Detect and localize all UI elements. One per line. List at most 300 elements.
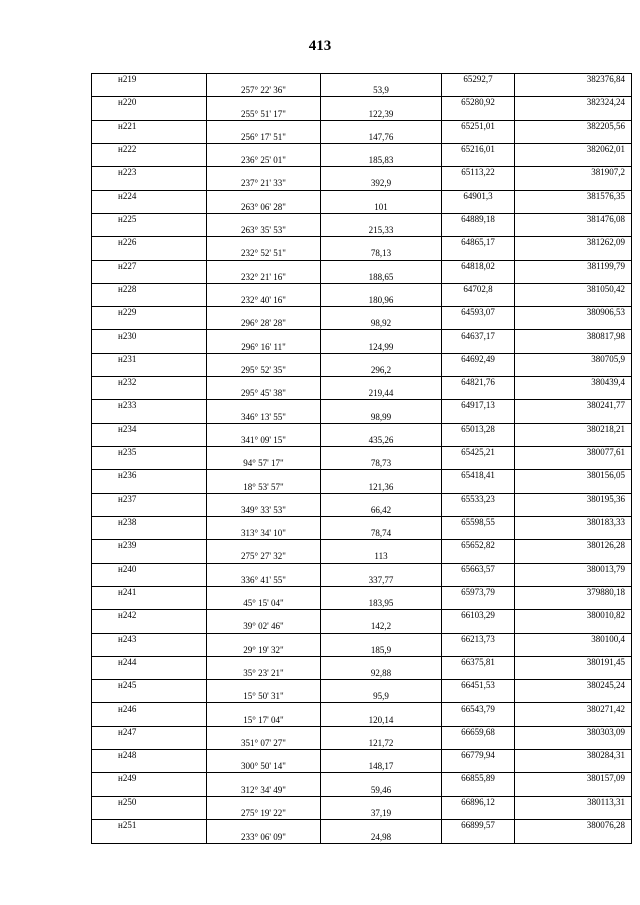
empty-cell <box>515 668 632 680</box>
table-row <box>92 680 632 692</box>
point-name: н237 <box>92 493 207 505</box>
empty-cell <box>515 528 632 540</box>
point-name: н230 <box>92 330 207 342</box>
coord-y: 380076,28 <box>515 820 632 832</box>
direction-angle: 351° 07' 27" <box>207 738 321 750</box>
empty-cell <box>442 108 515 120</box>
point-name: н225 <box>92 213 207 225</box>
table-row <box>92 820 632 832</box>
empty-cell <box>515 318 632 330</box>
direction-angle: 296° 16' 11" <box>207 342 321 354</box>
empty-cell <box>207 516 321 528</box>
empty-cell <box>207 726 321 738</box>
empty-cell <box>515 621 632 633</box>
table-row <box>92 808 632 820</box>
point-name: н238 <box>92 516 207 528</box>
coord-x: 64865,17 <box>442 237 515 249</box>
segment-length: 392,9 <box>321 178 442 190</box>
segment-length: 37,19 <box>321 808 442 820</box>
empty-cell <box>442 738 515 750</box>
point-name: н224 <box>92 190 207 202</box>
empty-cell <box>207 796 321 808</box>
empty-cell <box>515 155 632 167</box>
coord-y: 380077,61 <box>515 447 632 459</box>
coord-y: 381576,35 <box>515 190 632 202</box>
empty-cell <box>92 668 207 680</box>
coord-y: 380010,82 <box>515 610 632 622</box>
table-row <box>92 423 632 435</box>
direction-angle: 94° 57' 17" <box>207 458 321 470</box>
table-row <box>92 260 632 272</box>
table-row <box>92 342 632 354</box>
empty-cell <box>321 470 442 482</box>
empty-cell <box>207 167 321 179</box>
segment-length: 66,42 <box>321 505 442 517</box>
direction-angle: 232° 52' 51" <box>207 248 321 260</box>
empty-cell <box>321 563 442 575</box>
point-name: н236 <box>92 470 207 482</box>
table-row <box>92 586 632 598</box>
coord-x: 64702,8 <box>442 283 515 295</box>
coord-x: 64821,76 <box>442 377 515 389</box>
empty-cell <box>515 132 632 144</box>
direction-angle: 15° 50' 31" <box>207 691 321 703</box>
coord-x: 64901,3 <box>442 190 515 202</box>
coord-y: 380126,28 <box>515 540 632 552</box>
coord-x: 66896,12 <box>442 796 515 808</box>
table-row <box>92 388 632 400</box>
empty-cell <box>92 598 207 610</box>
direction-angle: 29° 19' 32" <box>207 645 321 657</box>
table-row <box>92 330 632 342</box>
table-row <box>92 481 632 493</box>
coord-y: 380013,79 <box>515 563 632 575</box>
coord-y: 380303,09 <box>515 726 632 738</box>
empty-cell <box>321 726 442 738</box>
coord-y: 381262,09 <box>515 237 632 249</box>
coord-x: 65292,7 <box>442 74 515 86</box>
coord-x: 65418,41 <box>442 470 515 482</box>
empty-cell <box>321 540 442 552</box>
table-row <box>92 132 632 144</box>
empty-cell <box>515 715 632 727</box>
table-row <box>92 167 632 179</box>
empty-cell <box>207 423 321 435</box>
table-row <box>92 365 632 377</box>
empty-cell <box>321 74 442 86</box>
empty-cell <box>515 85 632 97</box>
table-row <box>92 633 632 645</box>
empty-cell <box>207 563 321 575</box>
coord-y: 380100,4 <box>515 633 632 645</box>
point-name: н250 <box>92 796 207 808</box>
coord-y: 380113,31 <box>515 796 632 808</box>
direction-angle: 233° 06' 09" <box>207 831 321 843</box>
coord-y: 382062,01 <box>515 143 632 155</box>
empty-cell <box>92 528 207 540</box>
empty-cell <box>321 237 442 249</box>
point-name: н239 <box>92 540 207 552</box>
empty-cell <box>92 691 207 703</box>
empty-cell <box>92 178 207 190</box>
point-name: н246 <box>92 703 207 715</box>
empty-cell <box>321 283 442 295</box>
direction-angle: 275° 27' 32" <box>207 551 321 563</box>
empty-cell <box>321 143 442 155</box>
point-name: н251 <box>92 820 207 832</box>
table-row <box>92 621 632 633</box>
table-row <box>92 353 632 365</box>
empty-cell <box>92 621 207 633</box>
coord-x: 65216,01 <box>442 143 515 155</box>
empty-cell <box>442 761 515 773</box>
segment-length: 142,2 <box>321 621 442 633</box>
empty-cell <box>442 551 515 563</box>
segment-length: 78,13 <box>321 248 442 260</box>
point-name: н249 <box>92 773 207 785</box>
point-name: н229 <box>92 307 207 319</box>
segment-length: 215,33 <box>321 225 442 237</box>
coord-y: 380156,05 <box>515 470 632 482</box>
point-name: н243 <box>92 633 207 645</box>
coord-y: 381907,2 <box>515 167 632 179</box>
empty-cell <box>442 178 515 190</box>
empty-cell <box>442 528 515 540</box>
coord-y: 380183,33 <box>515 516 632 528</box>
empty-cell <box>207 656 321 668</box>
coord-y: 380817,98 <box>515 330 632 342</box>
table-row <box>92 750 632 762</box>
segment-length: 120,14 <box>321 715 442 727</box>
empty-cell <box>207 493 321 505</box>
empty-cell <box>207 190 321 202</box>
table-row <box>92 237 632 249</box>
segment-length: 185,83 <box>321 155 442 167</box>
empty-cell <box>515 458 632 470</box>
table-row <box>92 85 632 97</box>
table-row <box>92 715 632 727</box>
table-body <box>92 74 632 844</box>
point-name: н240 <box>92 563 207 575</box>
coord-y: 381476,08 <box>515 213 632 225</box>
empty-cell <box>321 773 442 785</box>
coord-y: 380906,53 <box>515 307 632 319</box>
coord-x: 65113,22 <box>442 167 515 179</box>
direction-angle: 295° 52' 35" <box>207 365 321 377</box>
empty-cell <box>442 295 515 307</box>
direction-angle: 263° 06' 28" <box>207 202 321 214</box>
coord-y: 380241,77 <box>515 400 632 412</box>
empty-cell <box>92 108 207 120</box>
segment-length: 121,72 <box>321 738 442 750</box>
point-name: н223 <box>92 167 207 179</box>
empty-cell <box>92 645 207 657</box>
empty-cell <box>92 551 207 563</box>
empty-cell <box>442 481 515 493</box>
segment-length: 183,95 <box>321 598 442 610</box>
table-row <box>92 307 632 319</box>
empty-cell <box>92 715 207 727</box>
coord-x: 66543,79 <box>442 703 515 715</box>
direction-angle: 45° 15' 04" <box>207 598 321 610</box>
empty-cell <box>321 516 442 528</box>
empty-cell <box>207 74 321 86</box>
table-row <box>92 400 632 412</box>
coord-x: 66375,81 <box>442 656 515 668</box>
empty-cell <box>92 575 207 587</box>
empty-cell <box>442 575 515 587</box>
coord-y: 381050,42 <box>515 283 632 295</box>
empty-cell <box>321 120 442 132</box>
empty-cell <box>515 645 632 657</box>
empty-cell <box>442 598 515 610</box>
empty-cell <box>515 178 632 190</box>
empty-cell <box>207 447 321 459</box>
table-row <box>92 447 632 459</box>
empty-cell <box>92 132 207 144</box>
empty-cell <box>92 831 207 843</box>
empty-cell <box>321 703 442 715</box>
empty-cell <box>321 97 442 109</box>
empty-cell <box>207 97 321 109</box>
empty-cell <box>92 738 207 750</box>
table-row <box>92 190 632 202</box>
empty-cell <box>515 272 632 284</box>
direction-angle: 336° 41' 55" <box>207 575 321 587</box>
empty-cell <box>207 586 321 598</box>
empty-cell <box>442 668 515 680</box>
segment-length: 435,26 <box>321 435 442 447</box>
empty-cell <box>207 633 321 645</box>
empty-cell <box>207 470 321 482</box>
table-row <box>92 575 632 587</box>
empty-cell <box>92 202 207 214</box>
direction-angle: 236° 25' 01" <box>207 155 321 167</box>
segment-length: 121,36 <box>321 481 442 493</box>
empty-cell <box>321 260 442 272</box>
empty-cell <box>207 307 321 319</box>
table-row <box>92 796 632 808</box>
empty-cell <box>92 505 207 517</box>
point-name: н221 <box>92 120 207 132</box>
empty-cell <box>515 505 632 517</box>
segment-length: 92,88 <box>321 668 442 680</box>
coord-y: 380271,42 <box>515 703 632 715</box>
segment-length: 147,76 <box>321 132 442 144</box>
table-row <box>92 143 632 155</box>
table-row <box>92 516 632 528</box>
coord-x: 66103,29 <box>442 610 515 622</box>
table-row <box>92 155 632 167</box>
empty-cell <box>207 283 321 295</box>
empty-cell <box>207 377 321 389</box>
empty-cell <box>321 307 442 319</box>
coord-y: 380157,09 <box>515 773 632 785</box>
table-row <box>92 703 632 715</box>
table-row <box>92 645 632 657</box>
point-name: н248 <box>92 750 207 762</box>
empty-cell <box>321 820 442 832</box>
empty-cell <box>515 691 632 703</box>
direction-angle: 300° 50' 14" <box>207 761 321 773</box>
point-name: н233 <box>92 400 207 412</box>
empty-cell <box>321 796 442 808</box>
empty-cell <box>92 225 207 237</box>
empty-cell <box>442 691 515 703</box>
empty-cell <box>515 761 632 773</box>
coord-x: 64818,02 <box>442 260 515 272</box>
table-row <box>92 74 632 86</box>
empty-cell <box>92 785 207 797</box>
empty-cell <box>321 423 442 435</box>
empty-cell <box>442 365 515 377</box>
segment-length: 78,73 <box>321 458 442 470</box>
empty-cell <box>207 213 321 225</box>
empty-cell <box>92 342 207 354</box>
empty-cell <box>515 598 632 610</box>
empty-cell <box>321 680 442 692</box>
empty-cell <box>442 388 515 400</box>
empty-cell <box>515 435 632 447</box>
coord-x: 65973,79 <box>442 586 515 598</box>
direction-angle: 296° 28' 28" <box>207 318 321 330</box>
segment-length: 296,2 <box>321 365 442 377</box>
table-row <box>92 283 632 295</box>
empty-cell <box>321 353 442 365</box>
table-row <box>92 493 632 505</box>
direction-angle: 256° 17' 51" <box>207 132 321 144</box>
table-row <box>92 726 632 738</box>
segment-length: 219,44 <box>321 388 442 400</box>
segment-length: 95,9 <box>321 691 442 703</box>
table-row <box>92 540 632 552</box>
empty-cell <box>321 633 442 645</box>
empty-cell <box>207 610 321 622</box>
empty-cell <box>515 481 632 493</box>
coord-x: 65598,55 <box>442 516 515 528</box>
segment-length: 337,77 <box>321 575 442 587</box>
empty-cell <box>321 493 442 505</box>
empty-cell <box>442 435 515 447</box>
empty-cell <box>442 831 515 843</box>
table-row <box>92 831 632 843</box>
table-row <box>92 458 632 470</box>
empty-cell <box>515 108 632 120</box>
coord-x: 64889,18 <box>442 213 515 225</box>
table-row <box>92 505 632 517</box>
empty-cell <box>515 738 632 750</box>
empty-cell <box>442 225 515 237</box>
direction-angle: 39° 02' 46" <box>207 621 321 633</box>
point-name: н235 <box>92 447 207 459</box>
empty-cell <box>321 400 442 412</box>
empty-cell <box>92 458 207 470</box>
coord-y: 380284,31 <box>515 750 632 762</box>
empty-cell <box>442 318 515 330</box>
table-row <box>92 563 632 575</box>
empty-cell <box>515 388 632 400</box>
table-row <box>92 691 632 703</box>
segment-length: 122,39 <box>321 108 442 120</box>
empty-cell <box>92 272 207 284</box>
point-name: н227 <box>92 260 207 272</box>
table-row <box>92 785 632 797</box>
empty-cell <box>207 353 321 365</box>
segment-length: 98,92 <box>321 318 442 330</box>
empty-cell <box>442 808 515 820</box>
empty-cell <box>515 225 632 237</box>
segment-length: 78,74 <box>321 528 442 540</box>
coord-x: 65652,82 <box>442 540 515 552</box>
table-row <box>92 435 632 447</box>
segment-length: 24,98 <box>321 831 442 843</box>
coord-y: 380191,45 <box>515 656 632 668</box>
table-row <box>92 108 632 120</box>
empty-cell <box>321 610 442 622</box>
coord-x: 64593,07 <box>442 307 515 319</box>
table-row <box>92 738 632 750</box>
empty-cell <box>321 213 442 225</box>
empty-cell <box>92 155 207 167</box>
empty-cell <box>92 481 207 493</box>
direction-angle: 232° 40' 16" <box>207 295 321 307</box>
direction-angle: 255° 51' 17" <box>207 108 321 120</box>
segment-length: 124,99 <box>321 342 442 354</box>
direction-angle: 35° 23' 21" <box>207 668 321 680</box>
empty-cell <box>515 248 632 260</box>
table-row <box>92 272 632 284</box>
empty-cell <box>515 785 632 797</box>
segment-length: 59,46 <box>321 785 442 797</box>
coord-y: 382376,84 <box>515 74 632 86</box>
empty-cell <box>442 202 515 214</box>
empty-cell <box>442 412 515 424</box>
direction-angle: 18° 53' 57" <box>207 481 321 493</box>
direction-angle: 275° 19' 22" <box>207 808 321 820</box>
segment-length: 98,99 <box>321 412 442 424</box>
coord-x: 65533,23 <box>442 493 515 505</box>
table-row <box>92 761 632 773</box>
table-row <box>92 248 632 260</box>
empty-cell <box>92 388 207 400</box>
empty-cell <box>321 377 442 389</box>
segment-length: 185,9 <box>321 645 442 657</box>
table-row <box>92 295 632 307</box>
table-row <box>92 773 632 785</box>
point-name: н222 <box>92 143 207 155</box>
point-name: н219 <box>92 74 207 86</box>
direction-angle: 232° 21' 16" <box>207 272 321 284</box>
page-number: 413 <box>308 38 332 54</box>
direction-angle: 313° 34' 10" <box>207 528 321 540</box>
coord-x: 65251,01 <box>442 120 515 132</box>
empty-cell <box>515 342 632 354</box>
direction-angle: 237° 21' 33" <box>207 178 321 190</box>
empty-cell <box>515 575 632 587</box>
coord-x: 66899,57 <box>442 820 515 832</box>
empty-cell <box>207 750 321 762</box>
empty-cell <box>207 773 321 785</box>
empty-cell <box>207 237 321 249</box>
coord-y: 380705,9 <box>515 353 632 365</box>
empty-cell <box>207 820 321 832</box>
segment-length: 53,9 <box>321 85 442 97</box>
segment-length: 188,65 <box>321 272 442 284</box>
empty-cell <box>442 342 515 354</box>
direction-angle: 15° 17' 04" <box>207 715 321 727</box>
point-name: н220 <box>92 97 207 109</box>
table-row <box>92 318 632 330</box>
